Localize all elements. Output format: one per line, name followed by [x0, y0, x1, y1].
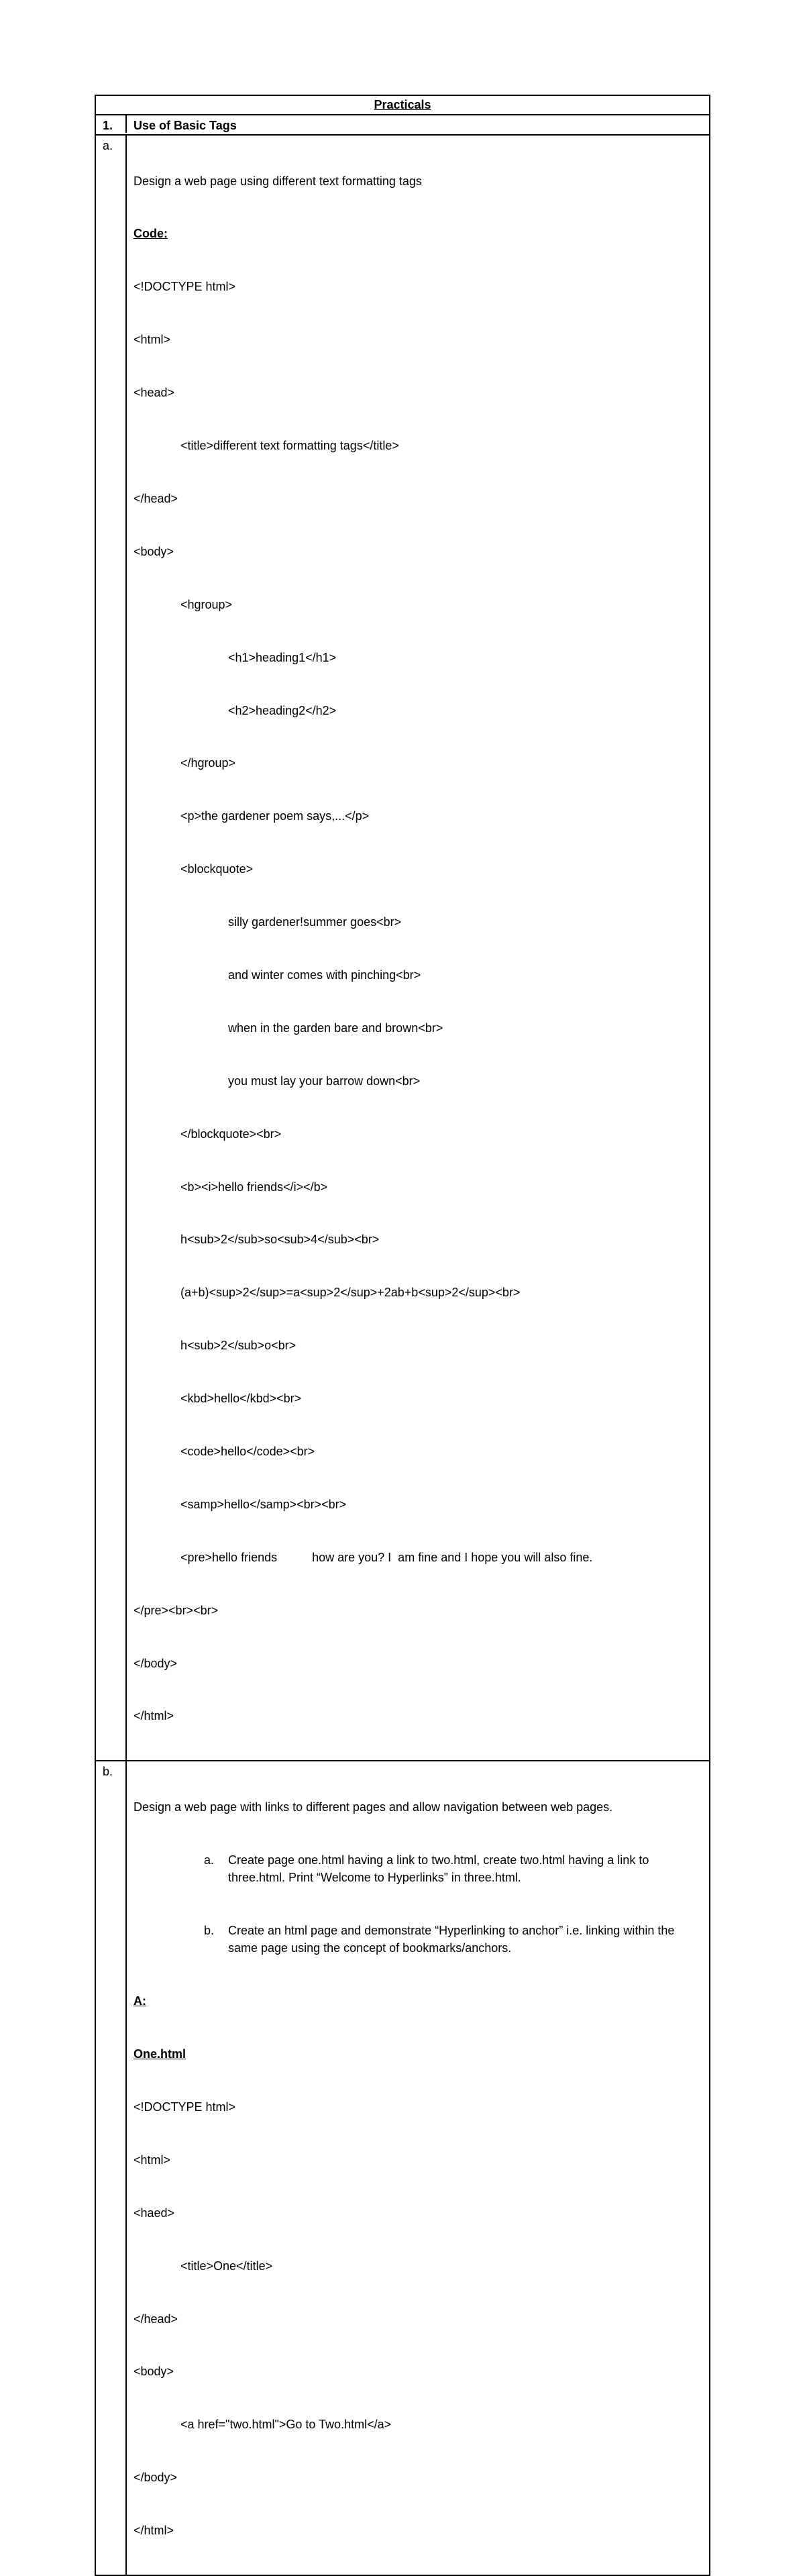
code-line: </blockquote><br> [180, 1127, 282, 1141]
code-line: <samp>hello</samp><br><br> [180, 1497, 347, 1511]
code-line: <head> [133, 386, 175, 400]
table-title-row [96, 96, 709, 115]
code-line: <a href="two.html">Go to Two.html</a> [180, 2418, 392, 2432]
part-b-row [96, 1761, 709, 2575]
code-line: <h2>heading2</h2> [228, 703, 337, 717]
code-line: </body> [133, 2471, 178, 2485]
code-line: </html> [133, 2524, 174, 2538]
part-b-task: Design a web page with links to different pages and allow navigation between web pages. [133, 1800, 613, 1814]
part-b-content [127, 1761, 709, 2575]
table-title: Practicals [374, 98, 431, 111]
pre-code-start: <pre>hello friends [180, 1550, 278, 1564]
file-label: One.html [133, 2047, 186, 2061]
code-line: </head> [133, 2312, 178, 2326]
code-line: <hgroup> [180, 597, 233, 611]
part-a-content [127, 136, 709, 1760]
code-line: when in the garden bare and brown<br> [228, 1021, 443, 1035]
part-a-label: a. [96, 136, 127, 1760]
list-text: Create page one.html having a link to two.html, create two.html having a link to three.html. Print “Welcome to Hyperlinks” in three.html. [228, 1853, 649, 1885]
code-line: and winter comes with pinching<br> [228, 968, 421, 982]
code-line: <code>hello</code><br> [180, 1444, 315, 1458]
code-label: Code: [133, 227, 168, 241]
code-line: <title>One</title> [180, 2259, 273, 2273]
list-item [133, 1922, 704, 1957]
list-marker: b. [204, 1923, 215, 1937]
code-line: <haed> [133, 2206, 175, 2220]
code-line: <body> [133, 544, 174, 558]
code-line: </pre><br><br> [133, 1603, 219, 1617]
code-line: <html> [133, 333, 171, 347]
section-heading-row [96, 115, 709, 136]
list-marker: a. [204, 1853, 215, 1867]
code-line: <!DOCTYPE html> [133, 2100, 236, 2114]
pre-code-rest: how are you? I am fine and I hope you will also fine. [312, 1550, 593, 1564]
code-line: you must lay your barrow down<br> [228, 1074, 421, 1088]
code-line: <html> [133, 2153, 171, 2167]
section-heading: Use of Basic Tags [133, 119, 237, 132]
code-line: <b><i>hello friends</i></b> [180, 1180, 328, 1194]
code-line: h<sub>2</sub>o<br> [180, 1339, 297, 1353]
list-item [133, 1851, 704, 1887]
code-line: <kbd>hello</kbd><br> [180, 1392, 302, 1406]
section-number: 1. [96, 115, 127, 133]
code-line: </head> [133, 491, 178, 505]
code-line: h<sub>2</sub>so<sub>4</sub><br> [180, 1233, 380, 1247]
code-line: </html> [133, 1709, 174, 1723]
code-line: <body> [133, 2365, 174, 2379]
pre-code-line [133, 1549, 704, 1566]
answer-label: A: [133, 1994, 146, 2008]
part-b-label: b. [96, 1761, 127, 2575]
code-line: <!DOCTYPE html> [133, 280, 236, 294]
code-line: </body> [133, 1656, 178, 1670]
code-line: <blockquote> [180, 862, 254, 876]
list-text: Create an html page and demonstrate “Hyperlinking to anchor” i.e. linking within the same page using the concept of bookmarks/anchors. [228, 1923, 675, 1955]
practicals-table [95, 95, 710, 2576]
code-line: <h1>heading1</h1> [228, 650, 337, 664]
code-line: <p>the gardener poem says,...</p> [180, 809, 370, 823]
code-line: <title>different text formatting tags</title> [180, 439, 399, 453]
part-a-row [96, 136, 709, 1761]
code-line: </hgroup> [180, 756, 236, 770]
code-line: silly gardener!summer goes<br> [228, 915, 402, 929]
part-a-task: Design a web page using different text formatting tags [133, 174, 422, 188]
code-line: (a+b)<sup>2</sup>=a<sup>2</sup>+2ab+b<sup>2</sup><br> [180, 1286, 521, 1300]
